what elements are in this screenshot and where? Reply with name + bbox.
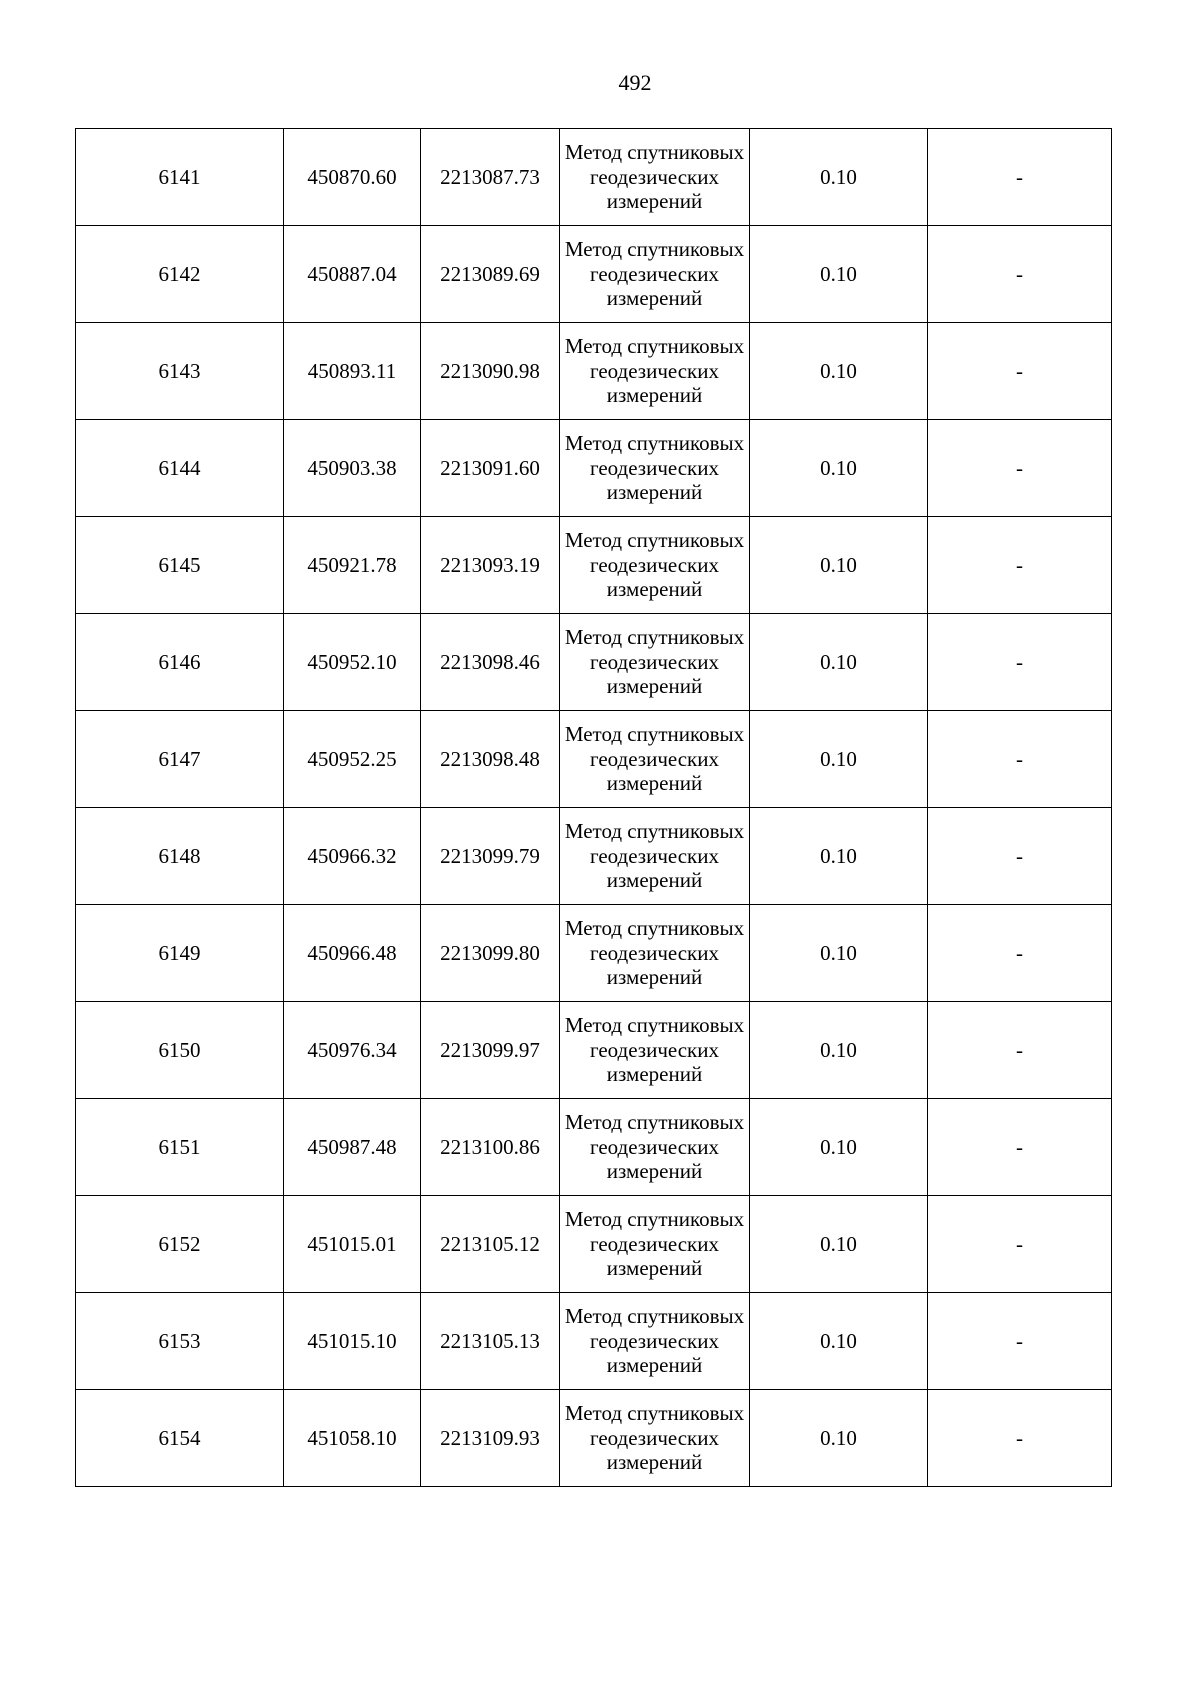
accuracy-cell: 0.10 [750, 711, 928, 808]
point-number-cell: 6150 [76, 1002, 284, 1099]
accuracy-cell: 0.10 [750, 517, 928, 614]
method-cell: Метод спутниковых геодезических измерений [560, 905, 750, 1002]
method-cell: Метод спутниковых геодезических измерений [560, 1099, 750, 1196]
x-coordinate-cell: 450976.34 [284, 1002, 421, 1099]
table-row [76, 226, 1112, 323]
point-number-cell: 6148 [76, 808, 284, 905]
method-cell: Метод спутниковых геодезических измерений [560, 517, 750, 614]
note-cell: - [928, 808, 1112, 905]
table-row [76, 614, 1112, 711]
table-row [76, 1293, 1112, 1390]
table-row [76, 323, 1112, 420]
method-cell: Метод спутниковых геодезических измерений [560, 1293, 750, 1390]
table-row [76, 1196, 1112, 1293]
table-row [76, 129, 1112, 226]
accuracy-cell: 0.10 [750, 1099, 928, 1196]
method-cell: Метод спутниковых геодезических измерений [560, 1196, 750, 1293]
coordinates-table [75, 128, 1112, 1487]
method-cell: Метод спутниковых геодезических измерений [560, 1002, 750, 1099]
y-coordinate-cell: 2213093.19 [421, 517, 560, 614]
note-cell: - [928, 711, 1112, 808]
table-row [76, 711, 1112, 808]
y-coordinate-cell: 2213099.80 [421, 905, 560, 1002]
y-coordinate-cell: 2213099.79 [421, 808, 560, 905]
x-coordinate-cell: 450987.48 [284, 1099, 421, 1196]
method-cell: Метод спутниковых геодезических измерений [560, 808, 750, 905]
x-coordinate-cell: 450921.78 [284, 517, 421, 614]
accuracy-cell: 0.10 [750, 808, 928, 905]
point-number-cell: 6146 [76, 614, 284, 711]
table-row [76, 517, 1112, 614]
note-cell: - [928, 1293, 1112, 1390]
x-coordinate-cell: 450966.32 [284, 808, 421, 905]
x-coordinate-cell: 450952.10 [284, 614, 421, 711]
accuracy-cell: 0.10 [750, 323, 928, 420]
x-coordinate-cell: 450952.25 [284, 711, 421, 808]
point-number-cell: 6142 [76, 226, 284, 323]
table-row [76, 905, 1112, 1002]
accuracy-cell: 0.10 [750, 226, 928, 323]
method-cell: Метод спутниковых геодезических измерений [560, 226, 750, 323]
note-cell: - [928, 1390, 1112, 1487]
note-cell: - [928, 323, 1112, 420]
y-coordinate-cell: 2213105.12 [421, 1196, 560, 1293]
note-cell: - [928, 1002, 1112, 1099]
y-coordinate-cell: 2213091.60 [421, 420, 560, 517]
y-coordinate-cell: 2213099.97 [421, 1002, 560, 1099]
point-number-cell: 6152 [76, 1196, 284, 1293]
x-coordinate-cell: 451015.01 [284, 1196, 421, 1293]
x-coordinate-cell: 450887.04 [284, 226, 421, 323]
accuracy-cell: 0.10 [750, 1293, 928, 1390]
method-cell: Метод спутниковых геодезических измерений [560, 420, 750, 517]
accuracy-cell: 0.10 [750, 905, 928, 1002]
note-cell: - [928, 420, 1112, 517]
y-coordinate-cell: 2213090.98 [421, 323, 560, 420]
accuracy-cell: 0.10 [750, 1196, 928, 1293]
point-number-cell: 6145 [76, 517, 284, 614]
note-cell: - [928, 1099, 1112, 1196]
method-cell: Метод спутниковых геодезических измерений [560, 323, 750, 420]
table-row [76, 1390, 1112, 1487]
table-body [76, 129, 1112, 1487]
point-number-cell: 6149 [76, 905, 284, 1002]
point-number-cell: 6144 [76, 420, 284, 517]
table-row [76, 1099, 1112, 1196]
method-cell: Метод спутниковых геодезических измерений [560, 711, 750, 808]
x-coordinate-cell: 450870.60 [284, 129, 421, 226]
note-cell: - [928, 905, 1112, 1002]
method-cell: Метод спутниковых геодезических измерений [560, 614, 750, 711]
accuracy-cell: 0.10 [750, 614, 928, 711]
y-coordinate-cell: 2213089.69 [421, 226, 560, 323]
x-coordinate-cell: 451058.10 [284, 1390, 421, 1487]
y-coordinate-cell: 2213087.73 [421, 129, 560, 226]
method-cell: Метод спутниковых геодезических измерений [560, 1390, 750, 1487]
note-cell: - [928, 129, 1112, 226]
accuracy-cell: 0.10 [750, 1002, 928, 1099]
y-coordinate-cell: 2213105.13 [421, 1293, 560, 1390]
accuracy-cell: 0.10 [750, 129, 928, 226]
point-number-cell: 6153 [76, 1293, 284, 1390]
note-cell: - [928, 1196, 1112, 1293]
accuracy-cell: 0.10 [750, 420, 928, 517]
point-number-cell: 6154 [76, 1390, 284, 1487]
point-number-cell: 6147 [76, 711, 284, 808]
y-coordinate-cell: 2213109.93 [421, 1390, 560, 1487]
x-coordinate-cell: 451015.10 [284, 1293, 421, 1390]
method-cell: Метод спутниковых геодезических измерений [560, 129, 750, 226]
point-number-cell: 6143 [76, 323, 284, 420]
note-cell: - [928, 226, 1112, 323]
accuracy-cell: 0.10 [750, 1390, 928, 1487]
page-number: 492 [618, 70, 652, 95]
x-coordinate-cell: 450893.11 [284, 323, 421, 420]
y-coordinate-cell: 2213098.48 [421, 711, 560, 808]
x-coordinate-cell: 450966.48 [284, 905, 421, 1002]
note-cell: - [928, 517, 1112, 614]
note-cell: - [928, 614, 1112, 711]
point-number-cell: 6151 [76, 1099, 284, 1196]
x-coordinate-cell: 450903.38 [284, 420, 421, 517]
y-coordinate-cell: 2213100.86 [421, 1099, 560, 1196]
point-number-cell: 6141 [76, 129, 284, 226]
table-row [76, 1002, 1112, 1099]
table-row [76, 420, 1112, 517]
table-row [76, 808, 1112, 905]
y-coordinate-cell: 2213098.46 [421, 614, 560, 711]
